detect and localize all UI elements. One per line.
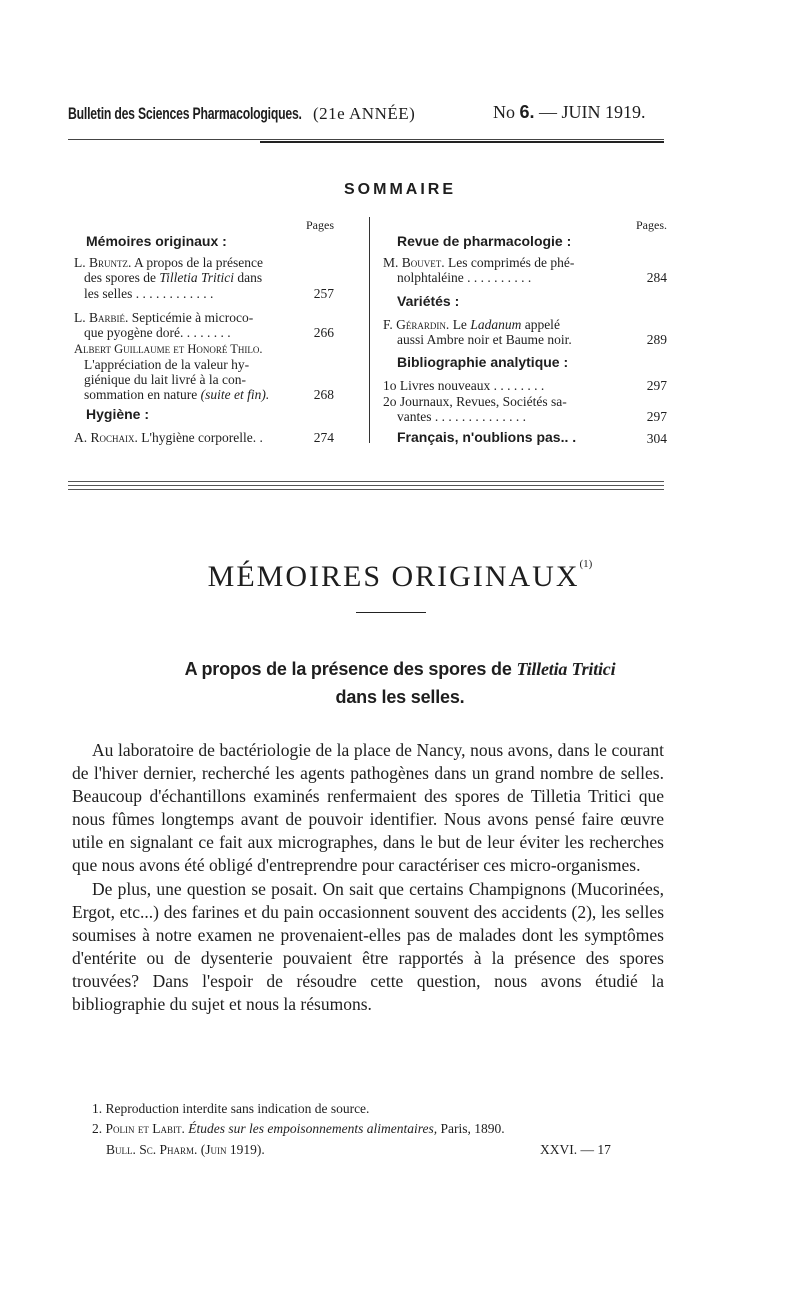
toc-author: Albert Guillaume et Honoré Thilo. — [74, 342, 263, 356]
toc-page: 297 — [646, 378, 667, 393]
toc-entry-bouvet — [383, 255, 574, 271]
journal-title: Bulletin des Sciences Pharmacologiques. — [68, 104, 302, 123]
toc-line: nolphtaléine . . . . . . . . . . — [397, 270, 532, 285]
header-rule — [68, 139, 664, 140]
toc-text: Le — [452, 317, 467, 332]
footer-citation: Bull. Sc. Pharm. (Juin 1919). — [106, 1142, 265, 1157]
pages-label-right: Pages. — [636, 218, 667, 232]
francais-heading: Français, n'oublions pas.. . — [397, 429, 577, 445]
toc-page: 304 — [646, 431, 667, 446]
separator-rule — [68, 489, 664, 490]
toc-text: A propos de la présence — [134, 255, 263, 270]
footnote-1: 1. Reproduction interdite sans indication de source. — [92, 1101, 370, 1116]
paragraph-2: De plus, une question se posait. On sait que certains Champignons (Mucorinées, Ergot, etc...) des farines et du pain occasionnent souvent des accidents (2), les selles soumises à notre examen ne provenaient-elles pas de malades dont les symptômes d'entérite ou de dysenterie pouvaient être rapportés à la présence des spores trouvées? Dans l'espoir de résoudre cette question, nous avons étudié la bibliographie du sujet et nous la résumons. — [72, 878, 664, 1015]
separator-rule — [68, 481, 664, 482]
toc-author: M. Bouvet. — [383, 255, 445, 270]
sommaire-right-column — [383, 218, 667, 448]
section-title-text: MÉMOIRES ORIGINAUX — [207, 560, 580, 593]
memoires-heading: Mémoires originaux : — [86, 233, 227, 249]
section-title — [0, 560, 800, 594]
toc-entry-bruntz — [74, 255, 263, 271]
toc-text-italic: (suite et fin). — [200, 387, 270, 402]
toc-page: 266 — [313, 325, 334, 340]
header-rule-thick — [260, 141, 664, 143]
toc-page: 268 — [313, 387, 334, 402]
issue-number-label: No — [493, 102, 515, 122]
separator-rule — [68, 485, 664, 486]
varietes-heading: Variétés : — [397, 293, 460, 309]
biblio-heading: Bibliographie analytique : — [397, 354, 569, 370]
article-title-line2: dans les selles. — [335, 687, 465, 707]
toc-line: aussi Ambre noir et Baume noir. — [397, 332, 572, 347]
toc-line: que pyogène doré. . . . . . . . — [84, 325, 231, 340]
toc-page: 289 — [646, 332, 667, 347]
article-body — [72, 739, 664, 1016]
footnote-book-title: Études sur les empoisonnements alimentaires, — [188, 1121, 438, 1136]
toc-line — [84, 270, 262, 286]
toc-text: L'hygiène corporelle. . — [141, 430, 263, 445]
pages-label-left: Pages — [306, 218, 334, 232]
issue-number — [493, 102, 646, 123]
issue-date: — JUIN 1919. — [539, 102, 646, 122]
toc-line: 2o Journaux, Revues, Sociétés sa- — [383, 394, 567, 409]
toc-entry-barbie — [74, 310, 253, 326]
toc-text: des spores de — [84, 270, 156, 285]
article-title-text: A propos de la présence des spores de — [184, 659, 512, 679]
footnote-author: 2. Polin et Labit. — [92, 1121, 185, 1136]
footnote-2 — [92, 1121, 505, 1137]
toc-species: Tilletia Tritici — [159, 270, 235, 285]
toc-text-italic: Ladanum — [470, 317, 522, 332]
toc-page: 274 — [313, 430, 334, 445]
toc-line: 1o Livres nouveaux . . . . . . . . — [383, 378, 545, 393]
paragraph-1: Au laboratoire de bactériologie de la place de Nancy, nous avons, dans le courant de l'hiver dernier, recherché les agents pathogènes dans un grand nombre de selles. Beaucoup d'échantillons examinés renfermaient des spores de Tilletia Tritici que nous fûmes longtemps avant de pouvoir identifier. Nous avons pensé faire œuvre utile en signalant ce fait aux micrographes, dans le but de leur éviter les recherches que nous avons été obligé d'entreprendre pour caractériser ces micro-organismes. — [72, 740, 664, 876]
title-rule — [356, 612, 426, 613]
sommaire-left-column — [74, 218, 334, 448]
toc-line: L'appréciation de la valeur hy- — [84, 357, 250, 372]
toc-line: les selles . . . . . . . . . . . . — [84, 286, 214, 301]
toc-author: L. Barbié. — [74, 310, 129, 325]
toc-line — [84, 387, 269, 403]
sommaire-title: SOMMAIRE — [344, 181, 456, 198]
journal-year: (21e ANNÉE) — [313, 104, 416, 123]
toc-entry-rochaix — [74, 430, 263, 446]
issue-number-value: 6. — [519, 102, 535, 122]
toc-entry-gerardin — [383, 317, 560, 333]
article-title-line1 — [0, 659, 800, 680]
hygiene-heading: Hygiène : — [86, 406, 150, 422]
toc-line: giénique du lait livré à la con- — [84, 372, 246, 387]
toc-line: vantes . . . . . . . . . . . . . . — [397, 409, 526, 424]
toc-author: A. Rochaix. — [74, 430, 138, 445]
toc-text: Septicémie à microco- — [131, 310, 254, 325]
toc-text: Les comprimés de phé- — [448, 255, 575, 270]
toc-text: appelé — [524, 317, 560, 332]
toc-author: L. Bruntz. — [74, 255, 132, 270]
toc-text: sommation en nature — [84, 387, 198, 402]
article-title-species: Tilletia Tritici — [516, 659, 616, 679]
column-divider — [369, 217, 370, 443]
footer-volume: XXVI. — 17 — [540, 1142, 611, 1157]
toc-page: 297 — [646, 409, 667, 424]
revue-heading: Revue de pharmacologie : — [397, 233, 572, 249]
toc-author: F. Gérardin. — [383, 317, 450, 332]
toc-page: 284 — [646, 270, 667, 285]
toc-page: 257 — [313, 286, 334, 301]
footnote-text: Paris, 1890. — [440, 1121, 505, 1136]
footnote-ref: (1) — [579, 558, 593, 570]
toc-text: dans — [237, 270, 263, 285]
